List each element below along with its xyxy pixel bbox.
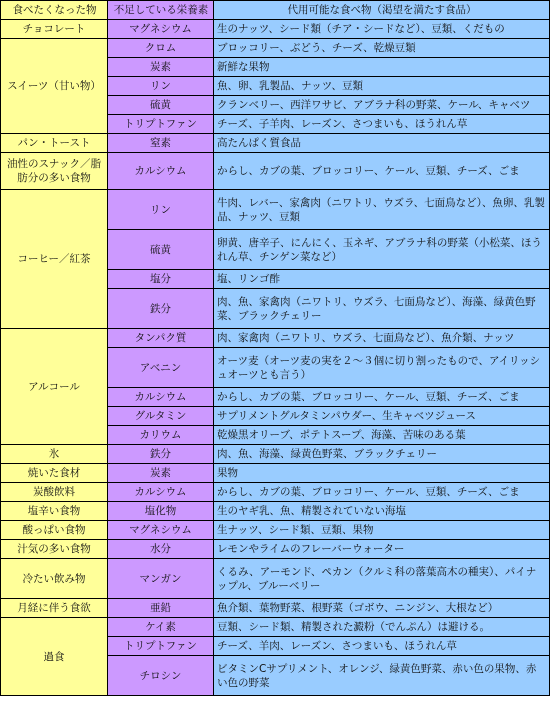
nutrient-cell: タンパク質 bbox=[108, 329, 214, 348]
header-substitute: 代用可能な食べ物（渇望を満たす食品） bbox=[214, 1, 550, 20]
nutrient-cell: チロシン bbox=[108, 656, 214, 696]
nutrient-cell: マグネシウム bbox=[108, 521, 214, 540]
substitute-cell: チーズ、羊肉、レーズン、さつまいも、ほうれん草 bbox=[214, 637, 550, 656]
craving-cell: アルコール bbox=[1, 329, 108, 445]
nutrient-cell: 水分 bbox=[108, 540, 214, 559]
table-row bbox=[1, 502, 550, 521]
nutrient-cell: カルシウム bbox=[108, 483, 214, 502]
nutrient-cell: グルタミン bbox=[108, 407, 214, 426]
substitute-cell: ブロッコリー、ぶどう、チーズ、乾燥豆類 bbox=[214, 39, 550, 58]
substitute-cell: 乾燥黒オリーブ、ポテトスープ、海藻、苦味のある葉 bbox=[214, 426, 550, 445]
nutrient-cell: リン bbox=[108, 77, 214, 96]
substitute-cell: チーズ、子羊肉、レーズン、さつまいも、ほうれん草 bbox=[214, 115, 550, 134]
substitute-cell: ビタミンCサプリメント、オレンジ、緑黄色野菜、赤い色の果物、赤い色の野菜 bbox=[214, 656, 550, 696]
substitute-cell: 生のヤギ乳、魚、精製されていない海塩 bbox=[214, 502, 550, 521]
craving-cell: 月経に伴う食欲 bbox=[1, 599, 108, 618]
nutrient-cell: クロム bbox=[108, 39, 214, 58]
substitute-cell: 生のナッツ、シード類（チア・シードなど）、豆類、くだもの bbox=[214, 20, 550, 39]
craving-cell: パン・トースト bbox=[1, 134, 108, 153]
substitute-cell: 生ナッツ、シード類、豆類、果物 bbox=[214, 521, 550, 540]
craving-cell: 油性のスナック／脂肪分の多い食物 bbox=[1, 153, 108, 190]
craving-cell: 氷 bbox=[1, 445, 108, 464]
table-row bbox=[1, 445, 550, 464]
nutrient-cell: アベニン bbox=[108, 348, 214, 388]
nutrient-cell: マグネシウム bbox=[108, 20, 214, 39]
nutrient-cell: 炭素 bbox=[108, 464, 214, 483]
nutrient-cell: 硫黄 bbox=[108, 230, 214, 270]
table-row bbox=[1, 599, 550, 618]
nutrient-cell: 鉄分 bbox=[108, 445, 214, 464]
substitute-cell: 魚、卵、乳製品、ナッツ、豆類 bbox=[214, 77, 550, 96]
table-row bbox=[1, 20, 550, 39]
substitute-cell: くるみ、アーモンド、ペカン（クルミ科の落葉高木の種実）、パイナップル、ブルーベリー bbox=[214, 559, 550, 599]
nutrient-cell: 塩化物 bbox=[108, 502, 214, 521]
craving-cell: 焼いた食材 bbox=[1, 464, 108, 483]
substitute-cell: 豆類、シード類、精製された澱粉（でんぷん）は避ける。 bbox=[214, 618, 550, 637]
craving-cell: 酸っぱい食物 bbox=[1, 521, 108, 540]
nutrient-cell: カリウム bbox=[108, 426, 214, 445]
nutrient-cell: トリプトファン bbox=[108, 637, 214, 656]
table-row bbox=[1, 39, 550, 58]
substitute-cell: オーツ麦（オーツ麦の実を２～３個に切り割ったもので、アイリッシュオーツとも言う） bbox=[214, 348, 550, 388]
substitute-cell: 牛肉、レバー、家禽肉（ニワトリ、ウズラ、七面鳥など）、魚卵、乳製品、ナッツ、豆類 bbox=[214, 190, 550, 230]
craving-cell: チョコレート bbox=[1, 20, 108, 39]
nutrient-cell: トリプトファン bbox=[108, 115, 214, 134]
craving-cell: 汁気の多い食物 bbox=[1, 540, 108, 559]
nutrient-cell: 炭素 bbox=[108, 58, 214, 77]
craving-cell: スイーツ（甘い物） bbox=[1, 39, 108, 134]
substitute-cell: 新鮮な果物 bbox=[214, 58, 550, 77]
substitute-cell: 塩、リンゴ酢 bbox=[214, 270, 550, 289]
substitute-cell: 肉、魚、海藻、緑黄色野菜、ブラックチェリー bbox=[214, 445, 550, 464]
nutrient-cell: 鉄分 bbox=[108, 289, 214, 329]
table-row bbox=[1, 521, 550, 540]
header-row bbox=[1, 1, 550, 20]
substitute-cell: サプリメントグルタミンパウダー、生キャベツジュース bbox=[214, 407, 550, 426]
nutrient-cell: 塩分 bbox=[108, 270, 214, 289]
substitute-cell: 高たんぱく質食品 bbox=[214, 134, 550, 153]
table-row bbox=[1, 559, 550, 599]
nutrient-cell: ケイ素 bbox=[108, 618, 214, 637]
table-row bbox=[1, 134, 550, 153]
nutrient-cell: マンガン bbox=[108, 559, 214, 599]
substitute-cell: 卵黄、唐辛子、にんにく、玉ネギ、アブラナ科の野菜（小松菜、ほうれん草、チンゲン菜など） bbox=[214, 230, 550, 270]
substitute-cell: クランベリー、西洋ワサビ、アブラナ科の野菜、ケール、キャベツ bbox=[214, 96, 550, 115]
substitute-cell: からし、カブの葉、ブロッコリー、ケール、豆類、チーズ、ごま bbox=[214, 388, 550, 407]
craving-cell: 冷たい飲み物 bbox=[1, 559, 108, 599]
table-row bbox=[1, 190, 550, 230]
table-row bbox=[1, 464, 550, 483]
substitute-cell: からし、カブの葉、ブロッコリー、ケール、豆類、チーズ、ごま bbox=[214, 153, 550, 190]
table-row bbox=[1, 483, 550, 502]
craving-cell: 過食 bbox=[1, 618, 108, 696]
nutrient-cell: 硫黄 bbox=[108, 96, 214, 115]
header-nutrient: 不足している栄養素 bbox=[108, 1, 214, 20]
nutrient-cell: リン bbox=[108, 190, 214, 230]
substitute-cell: レモンやライムのフレーバーウォーター bbox=[214, 540, 550, 559]
header-craving: 食べたくなった物 bbox=[1, 1, 108, 20]
substitute-cell: 果物 bbox=[214, 464, 550, 483]
table-row bbox=[1, 618, 550, 637]
nutrient-cell: カルシウム bbox=[108, 153, 214, 190]
craving-cell: 炭酸飲料 bbox=[1, 483, 108, 502]
nutrient-cell: 窒素 bbox=[108, 134, 214, 153]
craving-cell: 塩辛い食物 bbox=[1, 502, 108, 521]
table-row bbox=[1, 329, 550, 348]
table-row bbox=[1, 153, 550, 190]
substitute-cell: 魚介類、葉物野菜、根野菜（ゴボウ、ニンジン、大根など） bbox=[214, 599, 550, 618]
substitute-cell: 肉、魚、家禽肉（ニワトリ、ウズラ、七面鳥など）、海藻、緑黄色野菜、ブラックチェリー bbox=[214, 289, 550, 329]
table-row bbox=[1, 540, 550, 559]
substitute-cell: からし、カブの葉、ブロッコリー、ケール、豆類、チーズ、ごま bbox=[214, 483, 550, 502]
substitute-cell: 肉、家禽肉（ニワトリ、ウズラ、七面鳥など）、魚介類、ナッツ bbox=[214, 329, 550, 348]
nutrient-cell: カルシウム bbox=[108, 388, 214, 407]
craving-cell: コーヒー／紅茶 bbox=[1, 190, 108, 329]
nutrient-cell: 亜鉛 bbox=[108, 599, 214, 618]
